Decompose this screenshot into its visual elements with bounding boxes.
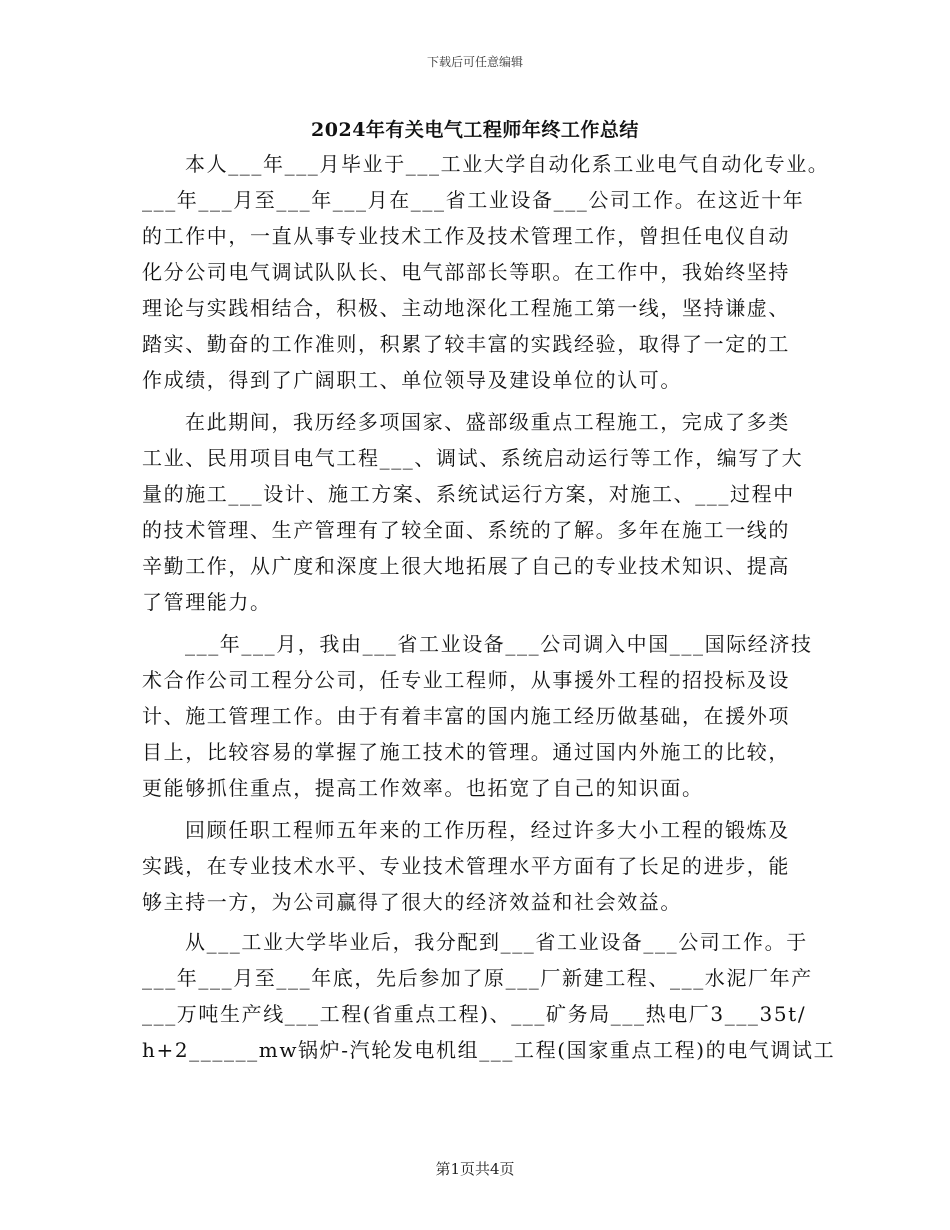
- body-line: 化分公司电气调试队队长、电气部部长等职。在工作中，我始终坚持: [142, 260, 790, 284]
- body-line: 理论与实践相结合，积极、主动地深化工程施工第一线，坚持谦虚、: [142, 296, 790, 320]
- body-line: 踏实、勤奋的工作准则，积累了较丰富的实践经验，取得了一定的工: [142, 332, 790, 356]
- body-line: 工业、民用项目电气工程___、调试、系统启动运行等工作，编写了大: [142, 446, 804, 470]
- body-line: 实践，在专业技术水平、专业技术管理水平方面有了长足的进步，能: [142, 854, 790, 878]
- body-line: 更能够抓住重点，提高工作效率。也拓宽了自己的知识面。: [142, 776, 704, 800]
- body-line: 目上，比较容易的掌握了施工技术的管理。通过国内外施工的比较，: [142, 740, 790, 764]
- body-line: ___年___月，我由___省工业设备___公司调入中国___国际经济技: [185, 632, 813, 656]
- body-line: ___万吨生产线___工程(省重点工程)、___矿务局___热电厂3___35t/: [142, 1002, 807, 1026]
- body-line: 从___工业大学毕业后，我分配到___省工业设备___公司工作。于: [185, 930, 808, 954]
- body-line: 本人___年___月毕业于___工业大学自动化系工业电气自动化专业。: [185, 152, 830, 176]
- body-line: 作成绩，得到了广阔职工、单位领导及建设单位的认可。: [142, 368, 682, 392]
- body-line: 术合作公司工程分公司，任专业工程师，从事援外工程的招投标及设: [142, 668, 790, 692]
- body-line: 辛勤工作，从广度和深度上很大地拓展了自己的专业技术知识、提高: [142, 554, 790, 578]
- body-line: 在此期间，我历经多项国家、盛部级重点工程施工，完成了多类: [185, 410, 790, 434]
- page-number: 第1页共4页: [435, 1160, 515, 1178]
- page-header-note: 下载后可任意编辑: [426, 55, 523, 69]
- body-line: 了管理能力。: [142, 590, 272, 614]
- body-line: 回顾任职工程师五年来的工作历程，经过许多大小工程的锻炼及: [185, 818, 790, 842]
- body-line: 的技术管理、生产管理有了较全面、系统的了解。多年在施工一线的: [142, 518, 790, 542]
- body-line: ___年___月至___年___月在___省工业设备___公司工作。在这近十年: [142, 188, 805, 212]
- body-line: 够主持一方，为公司赢得了很大的经济效益和社会效益。: [142, 890, 682, 914]
- body-line: 计、施工管理工作。由于有着丰富的国内施工经历做基础，在援外项: [142, 704, 790, 728]
- document-title: 2024年有关电气工程师年终工作总结: [311, 119, 639, 141]
- body-line: ___年___月至___年底，先后参加了原___厂新建工程、___水泥厂年产: [142, 966, 813, 990]
- body-line: 的工作中，一直从事专业技术工作及技术管理工作，曾担任电仪自动: [142, 224, 790, 248]
- body-line: 量的施工___设计、施工方案、系统试运行方案，对施工、___过程中: [142, 482, 795, 506]
- body-line: h+2______mw锅炉-汽轮发电机组___工程(国家重点工程)的电气调试工: [142, 1038, 836, 1062]
